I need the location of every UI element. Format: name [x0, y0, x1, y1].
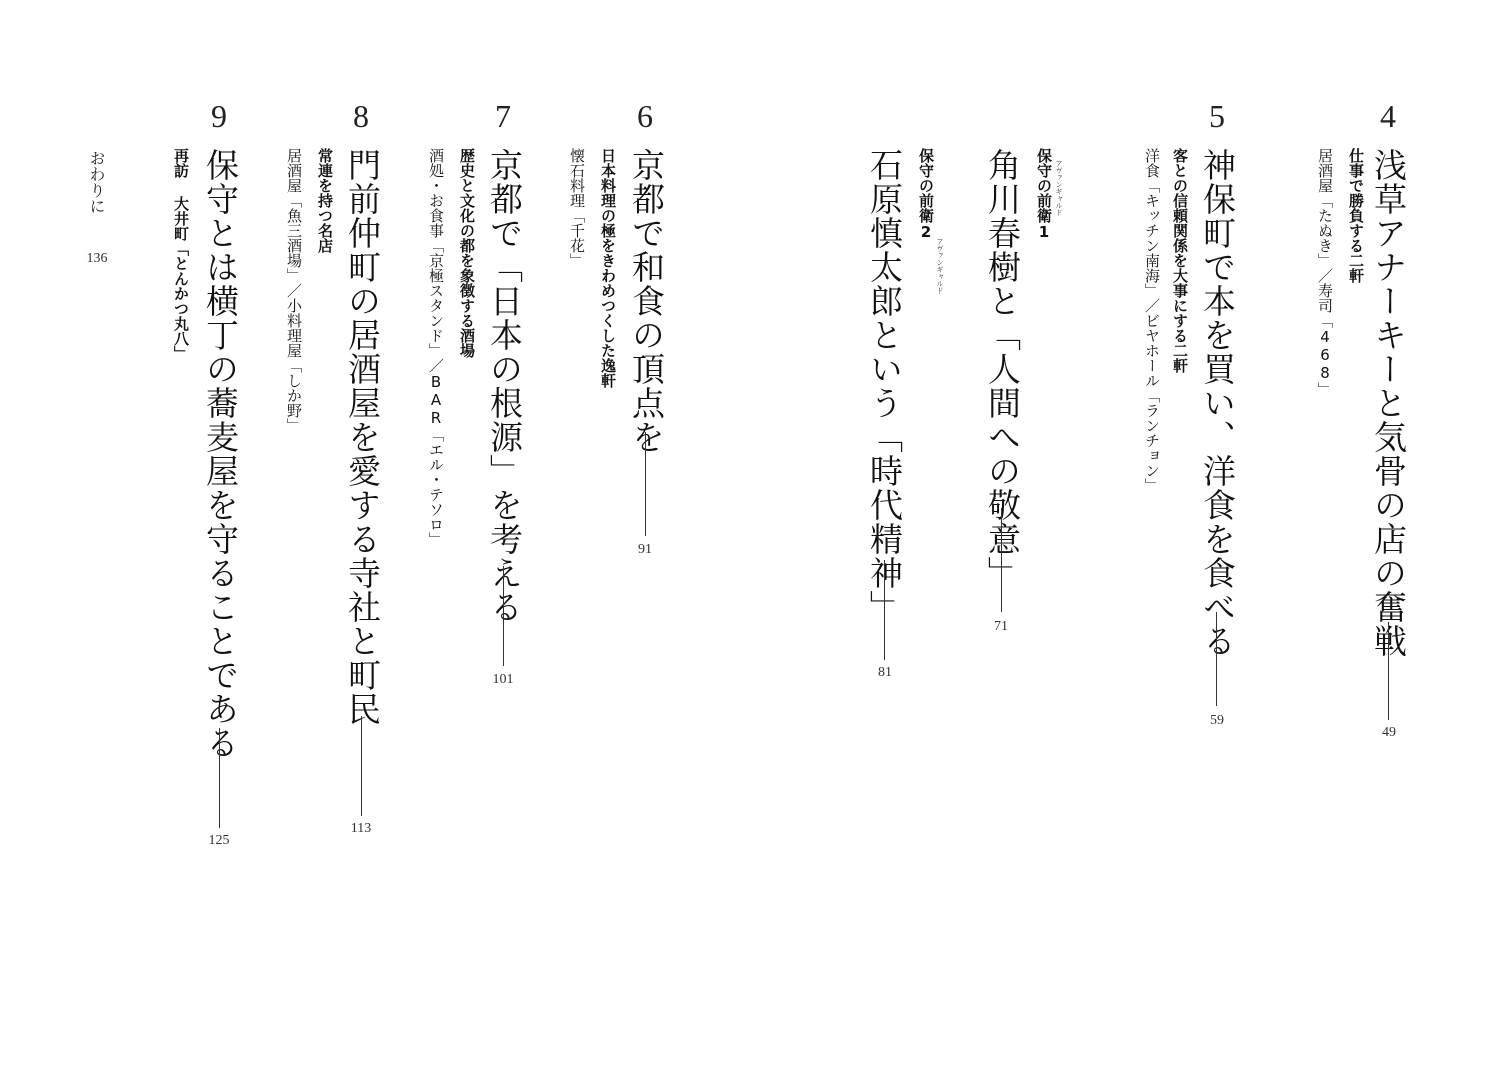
- closing-title: おわりに: [87, 150, 106, 214]
- chapter-title: 石原慎太郎という「時代精神」: [865, 148, 904, 624]
- page-number: 101: [492, 672, 514, 687]
- leader-line: [503, 566, 504, 666]
- chapter-subtitle-venues: 洋食「キッチン南海」／ビヤホール「ランチョン」: [1143, 148, 1161, 493]
- page-number: 71: [994, 619, 1008, 634]
- page-number: 59: [1210, 713, 1224, 728]
- chapter-number: 9: [211, 98, 227, 134]
- leader-line: [1001, 508, 1002, 612]
- chapter-number: 6: [637, 98, 653, 134]
- page-number: 113: [350, 821, 372, 836]
- chapter-title: 浅草アナーキーと気骨の店の奮戦: [1369, 148, 1408, 658]
- leader-line: [645, 432, 646, 536]
- page-number: 91: [638, 542, 652, 557]
- chapter-title: 京都で「日本の根源」を考える: [485, 148, 524, 624]
- chapter-title: 京都で和食の頂点を: [627, 148, 666, 454]
- chapter-number: 4: [1380, 98, 1396, 134]
- chapter-title: 角川春樹と「人間への敬意」: [983, 148, 1022, 590]
- chapter-subtitle: 客との信頼関係を大事にする二軒: [1171, 148, 1189, 373]
- leader-line: [884, 560, 885, 660]
- page-number: 125: [208, 833, 230, 848]
- leader-line: [1216, 612, 1217, 706]
- chapter-number: 5: [1209, 98, 1225, 134]
- leader-line: [219, 728, 220, 828]
- ruby-annotation: アヴァンギャルド: [936, 238, 944, 294]
- chapter-subtitle: 常連を持つ名店: [316, 148, 334, 253]
- chapter-title: 保守とは横丁の蕎麦屋を守ることである: [201, 148, 240, 760]
- chapter-subtitle-venues: 酒処・お食事「京極スタンド」／BAR「エル・テソロ」: [427, 148, 445, 547]
- ruby-annotation: アヴァンギャルド: [1055, 160, 1063, 216]
- closing-page-number: 136: [86, 251, 108, 266]
- leader-line: [361, 716, 362, 816]
- chapter-title: 門前仲町の居酒屋を愛する寺社と町民: [343, 148, 382, 726]
- leader-line: [1388, 622, 1389, 720]
- chapter-subtitle: 日本料理の極をきわめつくした逸軒: [599, 148, 617, 388]
- chapter-subtitle: 再訪 大井町「とんかつ丸八」: [172, 148, 190, 361]
- chapter-number: 8: [353, 98, 369, 134]
- chapter-title: 神保町で本を買い、洋食を食べる: [1198, 148, 1237, 658]
- chapter-number: 7: [495, 98, 511, 134]
- page-number: 49: [1382, 725, 1396, 740]
- page-number: 81: [878, 665, 892, 680]
- chapter-subtitle-venues: 居酒屋「魚三酒場」／小料理屋「しか野」: [285, 148, 303, 433]
- section-label: 保守の前衛2: [917, 148, 935, 241]
- chapter-subtitle-venues: 居酒屋「たぬき」／寿司「468」: [1316, 148, 1334, 397]
- section-label: 保守の前衛1: [1035, 148, 1053, 241]
- chapter-subtitle-venues: 懐石料理「千花」: [568, 148, 586, 268]
- chapter-subtitle: 仕事で勝負する二軒: [1347, 148, 1365, 283]
- chapter-subtitle: 歴史と文化の都を象徴する酒場: [458, 148, 476, 358]
